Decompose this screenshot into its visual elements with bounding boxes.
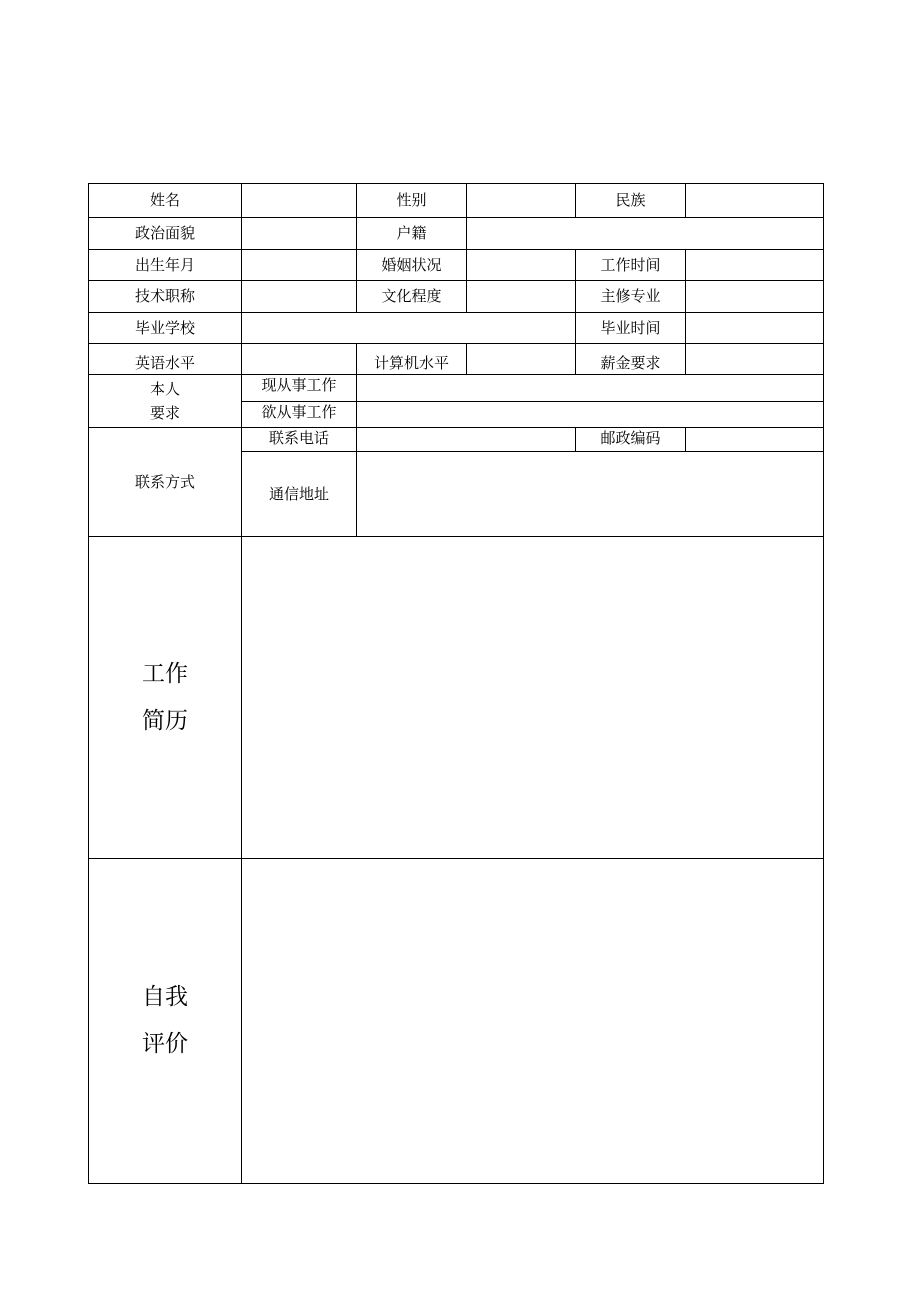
- work-history-label-line-2: 简历: [142, 707, 188, 734]
- household-label: 户籍: [396, 224, 427, 242]
- postcode-field[interactable]: [686, 428, 823, 451]
- computer-field[interactable]: [467, 344, 575, 374]
- birth-field[interactable]: [242, 250, 356, 280]
- major-label: 主修专业: [600, 287, 661, 305]
- grad-time-field[interactable]: [686, 313, 823, 343]
- ethnicity-label: 民族: [615, 191, 646, 209]
- salary-label: 薪金要求: [600, 353, 661, 372]
- title-field[interactable]: [242, 281, 356, 312]
- gender-label: 性别: [396, 191, 427, 209]
- self-evaluation-field[interactable]: [242, 859, 823, 1183]
- postcode-label: 邮政编码: [600, 428, 661, 447]
- political-status-label: 政治面貌: [134, 224, 195, 242]
- name-field[interactable]: [242, 184, 356, 217]
- requirements-label: [89, 375, 241, 427]
- school-field[interactable]: [242, 313, 575, 343]
- birth-label: 出生年月: [134, 255, 195, 274]
- gender-field[interactable]: [467, 184, 575, 217]
- salary-field[interactable]: [686, 344, 823, 374]
- work-start-field[interactable]: [686, 250, 823, 280]
- grad-time-label: 毕业时间: [600, 318, 661, 337]
- phone-field[interactable]: [357, 428, 575, 451]
- self-evaluation-label-line-1: 自我: [142, 984, 188, 1010]
- education-field[interactable]: [467, 281, 575, 312]
- phone-label: 联系电话: [268, 428, 329, 447]
- work-start-label: 工作时间: [600, 255, 661, 274]
- requirements-label-line-2: 要求: [149, 403, 180, 422]
- work-history-field[interactable]: [242, 537, 823, 858]
- current-job-field[interactable]: [357, 375, 823, 401]
- school-label: 毕业学校: [134, 318, 195, 337]
- marital-field[interactable]: [467, 250, 575, 280]
- title-label: 技术职称: [134, 287, 195, 305]
- ethnicity-field[interactable]: [686, 184, 823, 217]
- address-field[interactable]: [357, 452, 823, 536]
- work-history-label-line-1: 工作: [142, 660, 188, 687]
- education-label: 文化程度: [381, 287, 442, 305]
- self-evaluation-label-line-2: 评价: [142, 1031, 188, 1057]
- work-history-label: [89, 537, 241, 858]
- english-field[interactable]: [242, 344, 356, 374]
- desired-job-field[interactable]: [357, 402, 823, 427]
- self-evaluation-label: [89, 859, 241, 1183]
- address-label: 通信地址: [268, 484, 329, 503]
- desired-job-label: 欲从事工作: [261, 402, 337, 421]
- political-status-field[interactable]: [242, 218, 356, 249]
- english-label: 英语水平: [134, 353, 195, 372]
- marital-label: 婚姻状况: [381, 255, 442, 274]
- contact-label: 联系方式: [134, 472, 195, 491]
- major-field[interactable]: [686, 281, 823, 312]
- name-label: 姓名: [149, 191, 180, 209]
- current-job-label: 现从事工作: [261, 375, 337, 394]
- computer-label: 计算机水平: [373, 353, 449, 372]
- requirements-label-line-1: 本人: [149, 379, 180, 398]
- household-field[interactable]: [467, 218, 823, 249]
